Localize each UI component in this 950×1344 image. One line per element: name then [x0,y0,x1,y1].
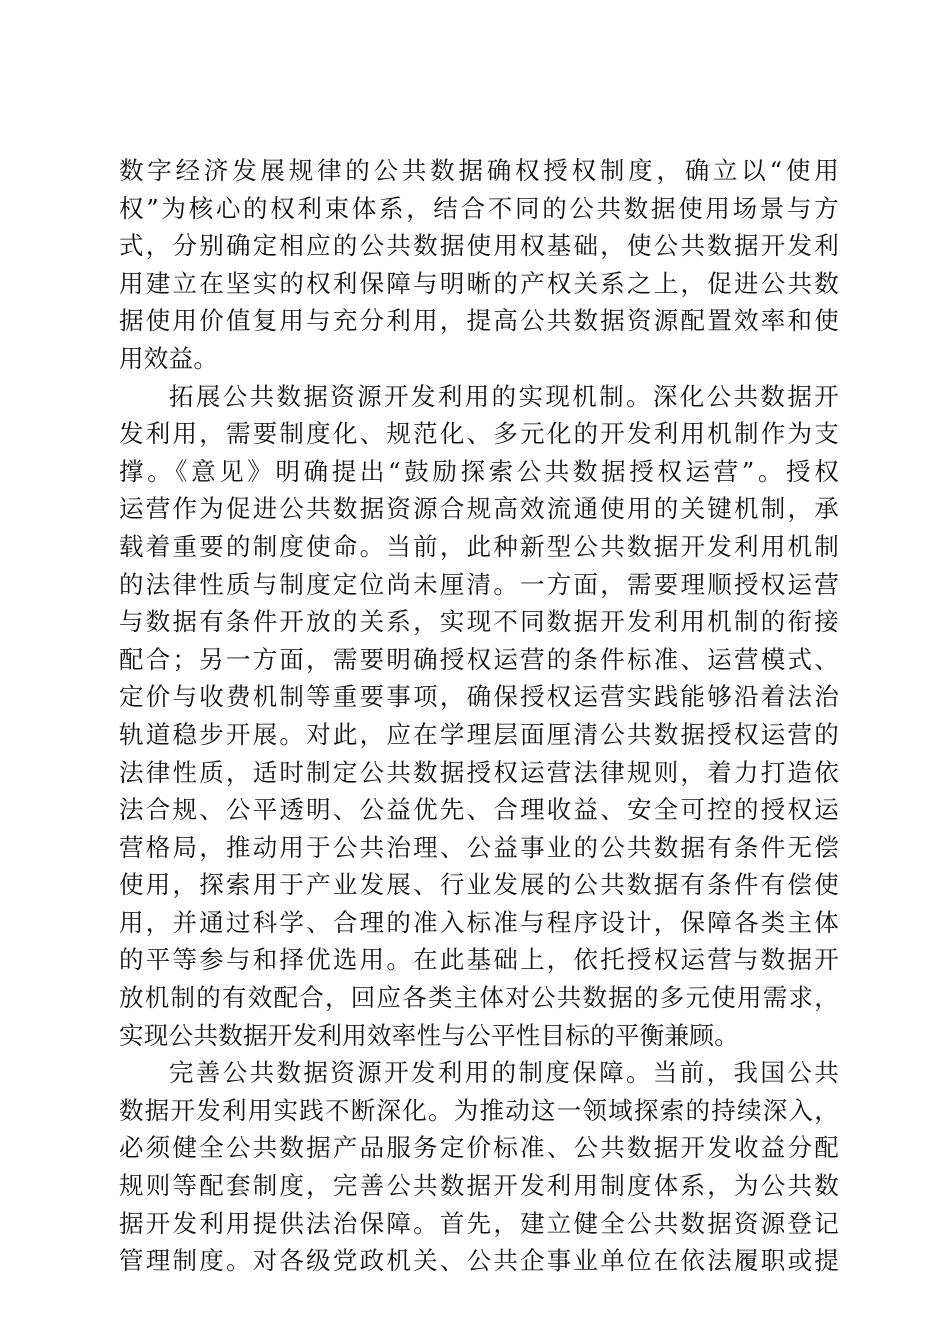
text-line: 用，并通过科学、合理的准入标准与程序设计，保障各类主体 [119,907,839,937]
text-line: 的平等参与和择优选用。在此基础上，依托授权运营与数据开 [119,945,839,975]
text-line: 运营作为促进公共数据资源合规高效流通使用的关键机制，承 [119,494,839,524]
text-line: 用建立在坚实的权利保障与明晰的产权关系之上，促进公共数 [119,268,839,298]
text-line: 数字经济发展规律的公共数据确权授权制度，确立以“使用 [119,156,839,185]
text-line: 管理制度。对各级党政机关、公共企事业单位在依法履职或提 [119,1246,839,1276]
text-line: 发利用，需要制度化、规范化、多元化的开发利用机制作为支 [119,419,839,449]
text-line: 配合；另一方面，需要明确授权运营的条件标准、运营模式、 [119,644,839,674]
text-line: 必须健全公共数据产品服务定价标准、公共数据开发收益分配 [119,1133,839,1163]
paragraph-first-line: 拓展公共数据资源开发利用的实现机制。深化公共数据开 [169,381,839,411]
text-line: 权”为核心的权利束体系，结合不同的公共数据使用场景与方 [119,193,839,223]
text-line: 据开发利用提供法治保障。首先，建立健全公共数据资源登记 [119,1208,839,1238]
text-line: 载着重要的制度使命。当前，此种新型公共数据开发利用机制 [119,531,839,561]
text-line: 放机制的有效配合，回应各类主体对公共数据的多元使用需求， [119,983,839,1013]
text-line: 的法律性质与制度定位尚未厘清。一方面，需要理顺授权运营 [119,569,839,599]
text-line: 定价与收费机制等重要事项，确保授权运营实践能够沿着法治 [119,682,839,712]
text-line: 式，分别确定相应的公共数据使用权基础，使公共数据开发利 [119,231,839,261]
body-text [119,152,839,1280]
text-line: 撑。《意见》明确提出“鼓励探索公共数据授权运营”。授权 [119,456,839,486]
text-line: 使用，探索用于产业发展、行业发展的公共数据有条件有偿使 [119,870,839,900]
text-line: 据使用价值复用与充分利用，提高公共数据资源配置效率和使 [119,306,839,336]
text-line: 法律性质，适时制定公共数据授权运营法律规则，着力打造依 [119,757,839,787]
text-line: 数据开发利用实践不断深化。为推动这一领域探索的持续深入， [119,1095,839,1125]
text-line: 法合规、公平透明、公益优先、合理收益、安全可控的授权运 [119,795,839,825]
text-line: 规则等配套制度，完善公共数据开发利用制度体系，为公共数 [119,1171,839,1201]
text-line: 营格局，推动用于公共治理、公益事业的公共数据有条件无偿 [119,832,839,862]
text-line: 实现公共数据开发利用效率性与公平性目标的平衡兼顾。 [119,1020,739,1050]
text-line: 与数据有条件开放的关系，实现不同数据开发利用机制的衔接 [119,607,839,637]
text-line: 轨道稳步开展。对此，应在学理层面厘清公共数据授权运营的 [119,719,839,749]
paragraph-first-line: 完善公共数据资源开发利用的制度保障。当前，我国公共 [169,1058,839,1088]
text-line: 用效益。 [119,343,219,373]
